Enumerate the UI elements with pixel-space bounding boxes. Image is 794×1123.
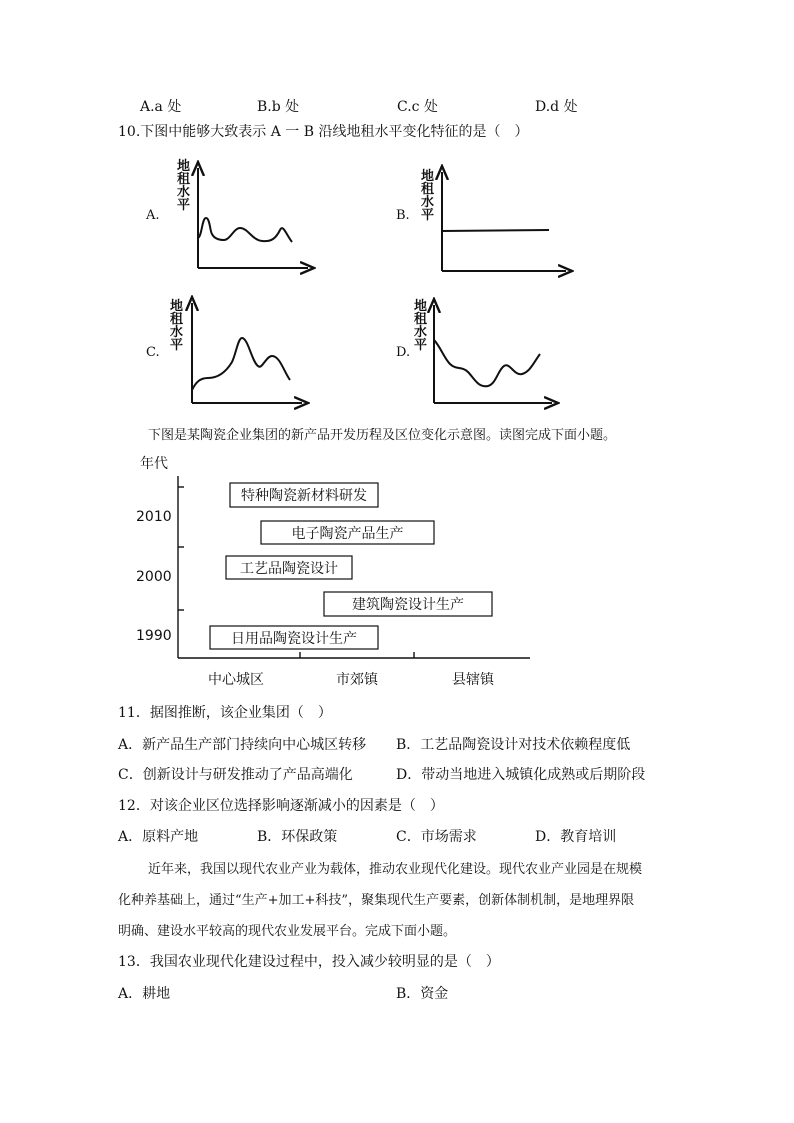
- agri-intro-line: 明确、建设水平较高的现代农业发展平台。完成下面小题。: [118, 924, 457, 939]
- chart-bar-label: 工艺品陶瓷设计: [240, 561, 338, 577]
- q9-option-d: D.d 处: [535, 99, 578, 115]
- q9-option-b: B.b 处: [257, 99, 300, 115]
- graph-a-ylabel: 地 租 水 平: [177, 159, 191, 213]
- q10-stem: 10.下图中能够大致表示 A 一 B 沿线地租水平变化特征的是（ ）: [118, 124, 529, 140]
- q11-option-b: B．工艺品陶瓷设计对技术依赖程度低: [396, 737, 631, 753]
- graph-c-ylabel: 地 租 水 平: [170, 299, 184, 353]
- chart-y-title: 年代: [140, 456, 168, 472]
- chart-bar-label: 日用品陶瓷设计生产: [231, 631, 357, 647]
- q11-option-a: A．新产品生产部门持续向中心城区转移: [118, 737, 367, 753]
- chart-bar-label: 特种陶瓷新材料研发: [241, 488, 367, 504]
- chart-y-tick-label: 2000: [136, 569, 172, 585]
- q13-option-a: A．耕地: [118, 986, 171, 1002]
- q9-option-a: A.a 处: [140, 99, 182, 115]
- chart-x-label: 市郊镇: [336, 672, 378, 688]
- agri-intro-line: 近年来，我国以现代农业产业为载体，推动农业现代化建设。现代农业产业园是在规模: [148, 862, 643, 877]
- q13-stem: 13．我国农业现代化建设过程中，投入减少较明显的是（ ）: [118, 954, 500, 970]
- graph-d-ylabel: 地 租 水 平: [414, 299, 428, 353]
- chart-y-tick-label: 1990: [136, 628, 172, 644]
- graph-label-d: D.: [396, 345, 411, 360]
- q13-option-b: B．资金: [396, 986, 449, 1002]
- ceramics-intro: 下图是某陶瓷企业集团的新产品开发历程及区位变化示意图。读图完成下面小题。: [148, 428, 617, 443]
- graph-label-c: C.: [146, 345, 160, 360]
- q11-stem: 11．据图推断，该企业集团（ ）: [118, 705, 332, 721]
- graph-label-b: B.: [396, 208, 410, 223]
- chart-bar-label: 建筑陶瓷设计生产: [352, 597, 464, 613]
- chart-bar-label: 电子陶瓷产品生产: [291, 526, 404, 542]
- q12-stem: 12．对该企业区位选择影响逐渐减小的因素是（ ）: [118, 798, 444, 814]
- chart-x-label: 中心城区: [208, 672, 264, 688]
- chart-x-label: 县辖镇: [452, 672, 494, 688]
- agri-intro-line: 化种养基础上，通过“生产+加工+科技”，聚集现代生产要素，创新体制机制，是地理界限: [118, 893, 635, 908]
- graph-b-ylabel: 地 租 水 平: [421, 169, 435, 223]
- q12-option-a: A．原料产地: [118, 829, 199, 845]
- chart-y-tick-label: 2010: [136, 509, 172, 525]
- graph-label-a: A.: [146, 208, 160, 223]
- q12-option-c: C．市场需求: [396, 829, 477, 845]
- q12-option-b: B．环保政策: [257, 829, 338, 845]
- q9-option-c: C.c 处: [397, 99, 438, 115]
- q11-option-c: C．创新设计与研发推动了产品高端化: [118, 767, 353, 783]
- q11-option-d: D．带动当地进入城镇化成熟或后期阶段: [396, 767, 646, 783]
- q12-option-d: D．教育培训: [535, 829, 617, 845]
